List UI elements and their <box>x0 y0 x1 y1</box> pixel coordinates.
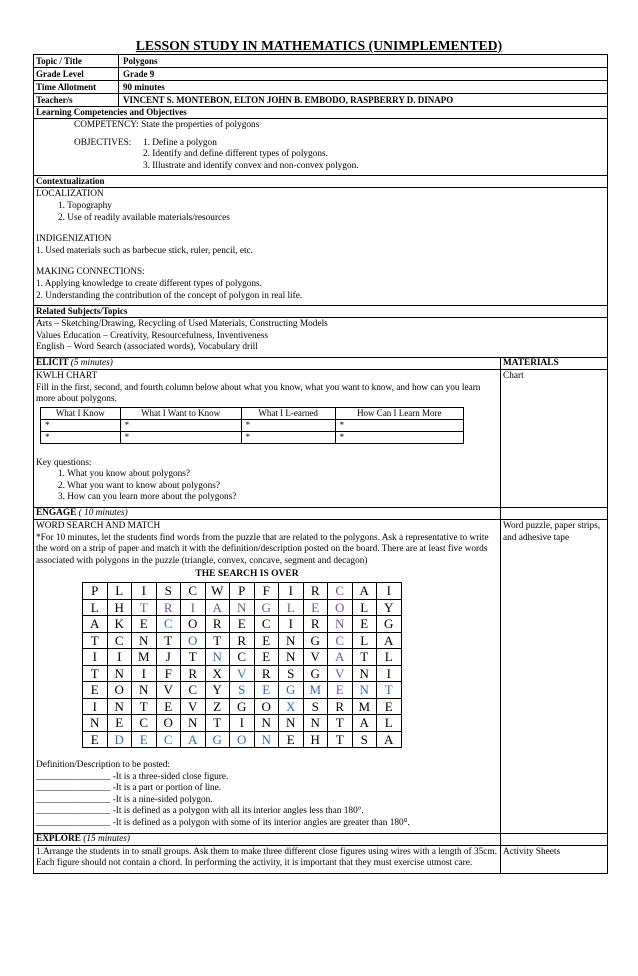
definition-item: ________________ -It is a part or portion of line. <box>36 783 222 794</box>
grid-cell: A <box>181 731 206 748</box>
grid-cell: R <box>156 599 181 616</box>
grid-cell: J <box>156 649 181 666</box>
grid-cell: V <box>328 665 353 682</box>
objective-item: 2. Identify and define different types of polygons. <box>143 149 328 160</box>
grid-cell: G <box>377 616 402 633</box>
explore-section <box>34 846 607 873</box>
grid-cell: P <box>83 583 108 600</box>
explore-material: Activity Sheets <box>503 846 561 857</box>
grid-cell: R <box>205 616 230 633</box>
grid-cell: N <box>328 616 353 633</box>
grid-cell: Y <box>377 599 402 616</box>
grid-row <box>83 632 402 649</box>
kwlh-cell: * <box>120 419 241 431</box>
engage-section <box>34 520 607 834</box>
engage-content <box>34 520 501 833</box>
kwlh-cell: * <box>335 419 463 431</box>
grid-cell: L <box>83 599 108 616</box>
grid-cell: S <box>303 698 328 715</box>
grid-cell: V <box>181 698 206 715</box>
grid-cell: W <box>205 583 230 600</box>
grid-cell: E <box>132 616 157 633</box>
grid-cell: G <box>254 599 279 616</box>
grid-cell: G <box>303 665 328 682</box>
grid-cell: N <box>83 715 108 732</box>
grid-cell: T <box>132 698 157 715</box>
grid-cell: S <box>230 682 255 699</box>
key-question: 1. What you know about polygons? <box>58 469 191 480</box>
related-item: Values Education – Creativity, Resourcefulness, Inventiveness <box>36 330 269 341</box>
grid-cell: D <box>107 731 132 748</box>
grid-cell: I <box>377 583 402 600</box>
header-key: Teacher/s <box>34 94 119 106</box>
grid-cell: X <box>279 698 304 715</box>
grid-cell: T <box>328 731 353 748</box>
grid-cell: E <box>230 616 255 633</box>
grid-cell: S <box>156 583 181 600</box>
grid-cell: A <box>205 599 230 616</box>
grid-cell: H <box>303 731 328 748</box>
grid-cell: E <box>132 731 157 748</box>
indigenization-text: 1. Used materials such as barbecue stick, ruler, pencil, etc. <box>36 245 253 256</box>
grid-cell: M <box>132 649 157 666</box>
grid-cell: N <box>279 715 304 732</box>
grid-cell: G <box>230 698 255 715</box>
grid-cell: T <box>132 599 157 616</box>
grid-cell: T <box>83 632 108 649</box>
grid-cell: N <box>107 698 132 715</box>
grid-cell: V <box>156 682 181 699</box>
header-row <box>34 55 607 68</box>
grid-cell: M <box>352 698 377 715</box>
grid-cell: I <box>83 698 108 715</box>
header-row <box>34 81 607 94</box>
grid-cell: I <box>132 583 157 600</box>
engage-instruction: *For 10 minutes, let the students find words from the puzzle that are related to the polygons. Ask a representative to write the word on a strip of paper and match it with the definition/description posted on the board. There are at least five words associated with polygons in the puzzle (triangle, convex, concave, segment and decagon) <box>36 532 489 566</box>
grid-cell: I <box>107 649 132 666</box>
engage-heading-row <box>34 508 607 520</box>
competencies-heading: Learning Competencies and Objectives <box>34 107 607 119</box>
localization-label: LOCALIZATION <box>36 189 104 200</box>
localization-item: 1. Topography <box>58 200 112 211</box>
grid-cell: L <box>352 599 377 616</box>
kwlh-header: What I L-earned <box>241 407 335 419</box>
grid-cell: N <box>352 682 377 699</box>
grid-cell: I <box>279 616 304 633</box>
grid-cell: T <box>352 649 377 666</box>
kwlh-cell: * <box>335 431 463 443</box>
key-question: 2. What you want to know about polygons? <box>58 480 220 491</box>
grid-row <box>83 682 402 699</box>
grid-cell: I <box>83 649 108 666</box>
grid-cell: M <box>303 682 328 699</box>
kwlh-cell: * <box>41 431 121 443</box>
header-key: Grade Level <box>34 68 119 80</box>
engage-material: Word puzzle, paper strips, and adhesive tape <box>503 521 601 543</box>
materials-heading: MATERIALS <box>503 357 559 368</box>
elicit-heading-row <box>34 358 607 370</box>
grid-cell: C <box>181 682 206 699</box>
contextualization-heading: Contextualization <box>34 176 607 188</box>
grid-cell: L <box>279 599 304 616</box>
grid-cell: O <box>328 599 353 616</box>
grid-cell: T <box>181 649 206 666</box>
grid-cell: I <box>181 599 206 616</box>
grid-cell: C <box>156 616 181 633</box>
kwlh-cell: * <box>241 431 335 443</box>
grid-cell: E <box>83 682 108 699</box>
grid-cell: A <box>377 731 402 748</box>
grid-cell: A <box>83 616 108 633</box>
grid-row <box>83 583 402 600</box>
grid-cell: R <box>181 665 206 682</box>
objective-item: 3. Illustrate and identify convex and non-convex polygon. <box>143 160 359 171</box>
grid-cell: S <box>352 731 377 748</box>
grid-cell: L <box>377 649 402 666</box>
grid-cell: N <box>254 731 279 748</box>
explore-heading-row <box>34 834 607 846</box>
grid-cell: E <box>377 698 402 715</box>
puzzle-title: THE SEARCH IS OVER <box>195 569 299 580</box>
elicit-content <box>34 370 501 507</box>
grid-cell: C <box>156 731 181 748</box>
grid-cell: O <box>181 616 206 633</box>
grid-cell: V <box>303 649 328 666</box>
grid-cell: R <box>303 616 328 633</box>
grid-cell: L <box>107 583 132 600</box>
definition-item: ________________ -It is defined as a polygon with some of its interior angles are greater than 180⁰. <box>36 818 410 828</box>
kwlh-header: What I Want to Know <box>120 407 241 419</box>
grid-cell: I <box>132 665 157 682</box>
header-row <box>34 68 607 81</box>
grid-cell: E <box>254 649 279 666</box>
connection-item: 2. Understanding the contribution of the concept of polygon in real life. <box>36 290 303 301</box>
related-item: English – Word Search (associated words), Vocabulary drill <box>36 342 258 353</box>
explore-heading: EXPLORE (15 minutes) <box>34 834 501 845</box>
grid-cell: V <box>230 665 255 682</box>
page-title: LESSON STUDY IN MATHEMATICS (UNIMPLEMENTED) <box>135 38 503 53</box>
grid-cell: R <box>254 665 279 682</box>
grid-cell: I <box>230 715 255 732</box>
grid-row <box>83 665 402 682</box>
header-value: VINCENT S. MONTEBON, ELTON JOHN B. EMBODO, RASPBERRY D. DINAPO <box>123 95 454 105</box>
grid-row <box>83 599 402 616</box>
definition-item: ________________ -It is a nine-sided polygon. <box>36 794 213 805</box>
grid-cell: S <box>279 665 304 682</box>
grid-cell: G <box>279 682 304 699</box>
competencies-section <box>34 119 607 176</box>
grid-cell: I <box>377 665 402 682</box>
grid-cell: C <box>107 632 132 649</box>
grid-row <box>83 616 402 633</box>
definition-item: ________________ -It is defined as a polygon with all its interior angles less than 180°. <box>36 806 364 817</box>
elicit-instruction: Fill in the first, second, and fourth column below about what you know, what you want to know, and how can you learn more about polygons. <box>36 382 481 405</box>
grid-cell: N <box>107 665 132 682</box>
header-key: Time Allotment <box>34 81 119 93</box>
grid-cell: T <box>328 715 353 732</box>
grid-cell: I <box>279 583 304 600</box>
grid-cell: Z <box>205 698 230 715</box>
grid-cell: C <box>181 583 206 600</box>
grid-cell: T <box>205 632 230 649</box>
grid-cell: A <box>377 632 402 649</box>
grid-cell: O <box>156 715 181 732</box>
grid-row <box>83 731 402 748</box>
grid-row <box>83 698 402 715</box>
grid-cell: A <box>352 715 377 732</box>
grid-cell: C <box>132 715 157 732</box>
grid-cell: K <box>107 616 132 633</box>
grid-cell: C <box>328 632 353 649</box>
indigenization-label: INDIGENIZATION <box>36 234 112 245</box>
grid-cell: P <box>230 583 255 600</box>
header-key: Topic / Title <box>34 55 119 67</box>
grid-cell: F <box>254 583 279 600</box>
lesson-table <box>33 54 608 874</box>
kwlh-label: KWLH CHART <box>36 370 98 381</box>
grid-cell: C <box>328 583 353 600</box>
grid-cell: E <box>156 698 181 715</box>
grid-cell: A <box>352 583 377 600</box>
definitions-list <box>36 760 498 830</box>
grid-cell: N <box>303 715 328 732</box>
grid-cell: X <box>205 665 230 682</box>
grid-cell: R <box>230 632 255 649</box>
localization-item: 2. Use of readily available materials/resources <box>58 212 230 223</box>
grid-row <box>83 715 402 732</box>
grid-cell: G <box>205 731 230 748</box>
connections-label: MAKING CONNECTIONS: <box>36 267 145 278</box>
grid-cell: T <box>83 665 108 682</box>
grid-cell: O <box>254 698 279 715</box>
kwlh-cell: * <box>120 431 241 443</box>
grid-cell: L <box>352 632 377 649</box>
related-section <box>34 318 607 358</box>
grid-cell: N <box>205 649 230 666</box>
grid-cell: F <box>156 665 181 682</box>
engage-heading-spacer <box>501 508 607 519</box>
elicit-section <box>34 370 607 508</box>
related-item: Arts – Sketching/Drawing, Recycling of Used Materials, Constructing Models <box>36 319 328 330</box>
kwlh-header: How Can I Learn More <box>335 407 463 419</box>
explore-instruction: 1.Arrange the students in to small groups. Ask them to make three different close figures using wires with a length of 35cm. Each figure should not contain a chord. In performing the activity, it is important that they must exercise utmost care. <box>34 846 501 873</box>
kwlh-table <box>40 407 464 444</box>
grid-cell: Y <box>205 682 230 699</box>
kwlh-cell: * <box>241 419 335 431</box>
objective-item: 1. Define a polygon <box>143 137 217 148</box>
definitions-label: Definition/Description to be posted: <box>36 760 171 771</box>
header-value: Polygons <box>123 56 158 66</box>
key-questions-label: Key questions: <box>36 457 92 468</box>
objectives-label: OBJECTIVES: <box>74 137 132 148</box>
header-row <box>34 94 607 107</box>
header-value: 90 minutes <box>123 82 165 92</box>
grid-cell: A <box>328 649 353 666</box>
related-heading: Related Subjects/Topics <box>34 306 607 318</box>
grid-cell: N <box>132 632 157 649</box>
grid-cell: N <box>352 665 377 682</box>
header-info <box>34 55 607 107</box>
grid-cell: E <box>83 731 108 748</box>
grid-cell: R <box>303 583 328 600</box>
key-question: 3. How can you learn more about the polygons? <box>58 492 237 503</box>
grid-cell: O <box>107 682 132 699</box>
grid-cell: N <box>132 682 157 699</box>
grid-cell: C <box>254 616 279 633</box>
grid-cell: H <box>107 599 132 616</box>
engage-heading: ENGAGE ( 10 minutes) <box>34 508 501 519</box>
grid-row <box>83 649 402 666</box>
competency-text: COMPETENCY: State the properties of polygons <box>74 120 260 130</box>
header-value: Grade 9 <box>123 69 155 79</box>
grid-cell: O <box>181 632 206 649</box>
word-search-grid <box>82 582 402 748</box>
definition-item: ________________ -It is a three-sided close figure. <box>36 771 229 782</box>
grid-cell: T <box>156 632 181 649</box>
grid-cell: N <box>230 599 255 616</box>
kwlh-header: What I Know <box>41 407 121 419</box>
grid-cell: R <box>328 698 353 715</box>
grid-cell: T <box>205 715 230 732</box>
grid-cell: O <box>230 731 255 748</box>
elicit-heading: ELICIT (5 minutes) <box>34 358 501 369</box>
grid-cell: E <box>279 731 304 748</box>
contextualization-section <box>34 188 607 306</box>
grid-cell: E <box>254 682 279 699</box>
explore-heading-spacer <box>501 834 607 845</box>
grid-cell: E <box>328 682 353 699</box>
grid-cell: N <box>279 649 304 666</box>
grid-cell: E <box>107 715 132 732</box>
engage-activity: WORD SEARCH AND MATCH <box>36 521 161 532</box>
grid-cell: G <box>303 632 328 649</box>
grid-cell: C <box>230 649 255 666</box>
kwlh-cell: * <box>41 419 121 431</box>
grid-cell: N <box>279 632 304 649</box>
grid-cell: E <box>352 616 377 633</box>
grid-cell: N <box>254 715 279 732</box>
elicit-material: Chart <box>503 370 524 381</box>
grid-cell: L <box>377 715 402 732</box>
connection-item: 1. Applying knowledge to create different types of polygons. <box>36 278 263 289</box>
grid-cell: E <box>303 599 328 616</box>
grid-cell: T <box>377 682 402 699</box>
grid-cell: N <box>181 715 206 732</box>
grid-cell: E <box>254 632 279 649</box>
